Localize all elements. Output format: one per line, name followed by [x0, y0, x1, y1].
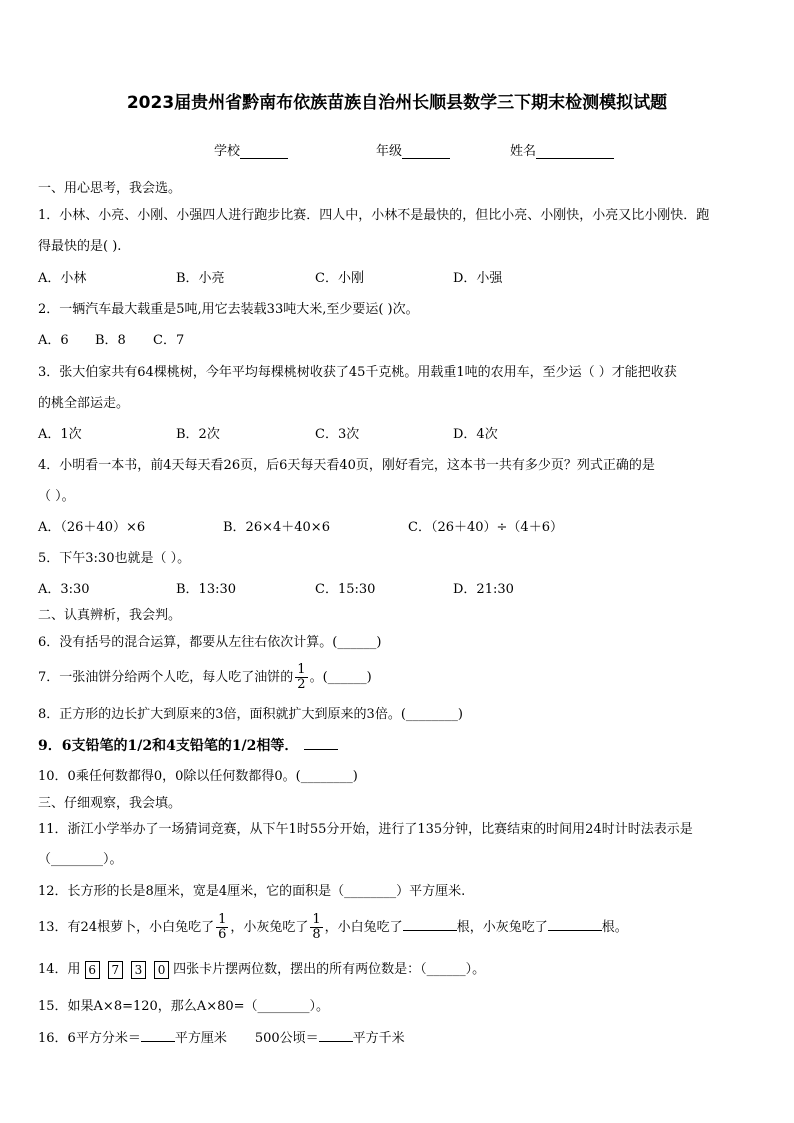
- q9-line: [38, 737, 760, 755]
- q2-text: 2．一辆汽车最大载重是5吨,用它去装载33吨大米,至少要运( )次。: [38, 302, 419, 317]
- q14-text-post: 四张卡片摆两位数，摆出的所有两位数是：（______）。: [173, 962, 486, 977]
- q5-option-c[interactable]: C．15:30: [315, 582, 376, 597]
- q16-answer-blank-2[interactable]: [319, 1029, 353, 1042]
- q4-option-c[interactable]: C．（26＋40）÷（4＋6）: [408, 520, 563, 535]
- q13-text-p2: ，小灰兔吃了: [230, 920, 309, 935]
- q16-text-p4: 平方千米: [352, 1031, 405, 1046]
- q13-line: [38, 910, 760, 946]
- q3-option-b[interactable]: B．2次: [176, 427, 220, 442]
- q3-option-a[interactable]: A．1次: [38, 427, 82, 442]
- q3-text-line1: 3．张大伯家共有64棵桃树，今年平均每棵桃树收获了45千克桃。用载重1吨的农用车，至少运（ ）才能把收获: [38, 365, 677, 380]
- q13-answer-blank-2[interactable]: [548, 918, 602, 931]
- q10-text: 10．0乘任何数都得0，0除以任何数都得0。(________): [38, 769, 358, 784]
- q14-card-6: 6: [85, 961, 100, 979]
- q14-card-7: 7: [108, 961, 123, 979]
- q13-answer-blank-1[interactable]: [403, 918, 457, 931]
- q7-text-post: 。(______): [309, 670, 372, 685]
- q16-text-p1: 16．6平方分米＝: [38, 1031, 141, 1046]
- q13-text-p5: 根。: [601, 920, 628, 935]
- q1-text-line2: 得最快的是( ).: [38, 239, 122, 254]
- q3-text-line2: 的桃全部运走。: [38, 396, 130, 411]
- q1-option-c[interactable]: C．小刚: [315, 271, 364, 286]
- q2-option-c[interactable]: C．7: [153, 333, 185, 348]
- q3-option-c[interactable]: C．3次: [315, 427, 360, 442]
- q9-answer-blank[interactable]: [304, 737, 338, 750]
- q13-fraction-1-numerator: 1: [218, 912, 227, 927]
- q7-fraction-denominator: 2: [297, 677, 306, 692]
- q16-text-p2: 平方厘米: [174, 1031, 227, 1046]
- q13-text-p4: 根，小灰兔吃了: [456, 920, 548, 935]
- q13-fraction-1-denominator: 6: [218, 927, 227, 942]
- q4-option-a[interactable]: A．（26＋40）×6: [38, 520, 146, 535]
- q3-option-d[interactable]: D．4次: [453, 427, 498, 442]
- student-info-row: [0, 140, 794, 160]
- q5-option-a[interactable]: A．3:30: [38, 582, 90, 597]
- q2-option-a[interactable]: A．6: [38, 333, 69, 348]
- q7-line: [38, 662, 760, 694]
- q12-text: 12．长方形的长是8厘米，宽是4厘米，它的面积是（________）平方厘米.: [38, 884, 466, 899]
- section1-heading: 一、用心思考，我会选。: [38, 181, 182, 196]
- q9-text: 9．6支铅笔的1/2和4支铅笔的1/2相等．: [38, 738, 299, 754]
- q13-fraction-2-denominator: 8: [312, 927, 321, 942]
- q5-option-b[interactable]: B．13:30: [176, 582, 237, 597]
- q14-text-pre: 14．用: [38, 962, 81, 977]
- q4-text-line1: 4．小明看一本书，前4天每天看26页，后6天每天看40页，刚好看完，这本书一共有多少页？列式正确的是: [38, 458, 655, 473]
- grade-field: [376, 140, 450, 159]
- q4-option-b[interactable]: B．26×4＋40×6: [223, 520, 330, 535]
- q14-line: [38, 960, 760, 980]
- q8-text: 8．正方形的边长扩大到原来的3倍，面积就扩大到原来的3倍。(________): [38, 707, 463, 722]
- school-label: 学校: [214, 144, 241, 159]
- q13-text-p3: ，小白兔吃了: [324, 920, 403, 935]
- q2-option-b[interactable]: B．8: [95, 333, 126, 348]
- q13-fraction-2-numerator: 1: [312, 912, 321, 927]
- school-blank[interactable]: [240, 144, 288, 159]
- q13-fraction-1: [216, 913, 228, 942]
- name-field: [510, 140, 614, 159]
- name-label: 姓名: [510, 144, 537, 159]
- q7-fraction-numerator: 1: [297, 662, 306, 677]
- section3-heading: 三、仔细观察，我会填。: [38, 796, 182, 811]
- q11-text-line2: （________）。: [38, 852, 123, 867]
- section2-heading: 二、认真辨析，我会判。: [38, 608, 182, 623]
- q1-text-line1: 1．小林、小亮、小刚、小强四人进行跑步比赛．四人中，小林不是最快的，但比小亮、小刚快，小亮又比小刚快．跑: [38, 208, 710, 223]
- name-blank[interactable]: [536, 144, 614, 159]
- q7-text-pre: 7．一张油饼分给两个人吃，每人吃了油饼的: [38, 670, 294, 685]
- q16-text-p3: 500公顷＝: [254, 1031, 319, 1046]
- school-field: [214, 140, 288, 159]
- q1-option-b[interactable]: B．小亮: [176, 271, 225, 286]
- q16-line: [38, 1029, 760, 1048]
- page-title: 2023届贵州省黔南布依族苗族自治州长顺县数学三下期末检测模拟试题: [126, 93, 668, 113]
- grade-blank[interactable]: [402, 144, 450, 159]
- q5-option-d[interactable]: D．21:30: [453, 582, 514, 597]
- q14-card-0: 0: [154, 961, 169, 979]
- grade-label: 年级: [376, 144, 403, 159]
- q1-option-d[interactable]: D．小强: [453, 271, 503, 286]
- q16-answer-blank-1[interactable]: [141, 1029, 175, 1042]
- q7-fraction: [295, 663, 307, 692]
- q13-text-p1: 13．有24根萝卜，小白兔吃了: [38, 920, 215, 935]
- q13-fraction-2: [310, 913, 322, 942]
- q1-option-a[interactable]: A．小林: [38, 271, 87, 286]
- q6-text: 6．没有括号的混合运算，都要从左往右依次计算。(______): [38, 635, 382, 650]
- q11-text-line1: 11．浙江小学举办了一场猜词竞赛，从下午1时55分开始，进行了135分钟，比赛结束的时间用24时计时法表示是: [38, 822, 693, 837]
- q4-text-line2: （ ）。: [38, 489, 75, 504]
- q5-text: 5．下午3:30也就是（ ）。: [38, 551, 191, 566]
- q15-text: 15．如果A×8=120，那么A×80=（________）。: [38, 999, 330, 1014]
- q14-card-3: 3: [131, 961, 146, 979]
